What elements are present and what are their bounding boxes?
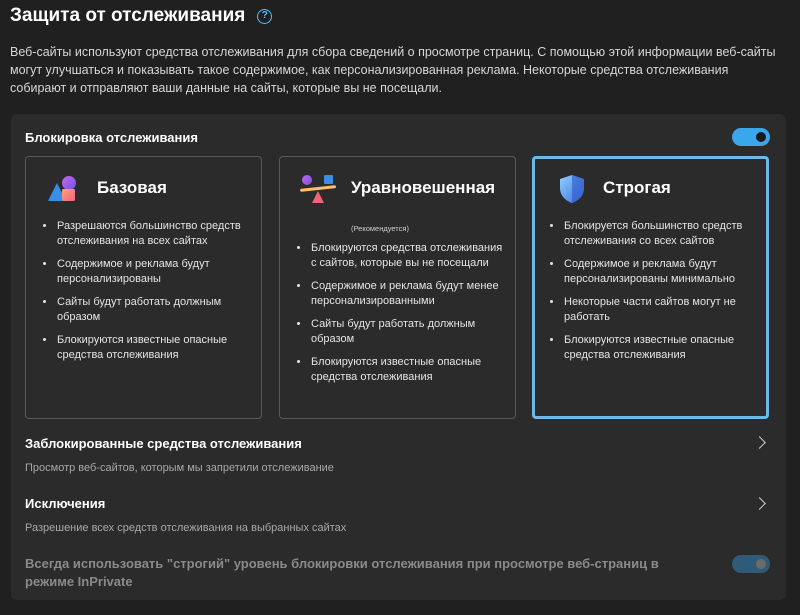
bullet-item: Содержимое и реклама будут менее персонализированными	[294, 279, 504, 309]
bullet-item: Сайты будут работать должным образом	[294, 317, 504, 347]
shapes-icon	[44, 173, 82, 203]
inprivate-strict-toggle[interactable]	[732, 555, 770, 573]
bullet-item: Блокируются известные опасные средства отслеживания	[547, 333, 757, 363]
chevron-right-icon[interactable]	[753, 436, 766, 449]
bullet-item: Блокируются известные опасные средства отслеживания	[294, 355, 504, 385]
level-bullets	[294, 241, 504, 393]
toggle-knob	[756, 559, 766, 569]
inprivate-strict-label: Всегда использовать "строгий" уровень блокировки отслеживания при просмотре веб-страниц в режиме InPrivate	[25, 556, 659, 589]
blocked-trackers-subtitle: Просмотр веб-сайтов, которым мы запретили отслеживание	[25, 462, 334, 474]
bullet-item: Некоторые части сайтов могут не работать	[547, 295, 757, 325]
bullet-item: Содержимое и реклама будут персонализированы минимально	[547, 257, 757, 287]
bullet-item: Блокируются средства отслеживания с сайтов, которые вы не посещали	[294, 241, 504, 271]
bullet-item: Разрешаются большинство средств отслеживания на всех сайтах	[40, 219, 250, 249]
level-title: Строгая	[603, 178, 671, 197]
tracking-settings-panel	[11, 114, 786, 600]
tracking-blocking-label: Блокировка отслеживания	[25, 130, 198, 145]
bullet-item: Содержимое и реклама будут персонализированы	[40, 257, 250, 287]
bullet-item: Сайты будут работать должным образом	[40, 295, 250, 325]
level-title: Базовая	[97, 178, 167, 197]
level-bullets	[40, 219, 250, 371]
toggle-knob	[756, 132, 766, 142]
chevron-right-icon[interactable]	[753, 497, 766, 510]
shield-icon	[557, 173, 587, 205]
intro-text: Веб-сайты используют средства отслеживания для сбора сведений о просмотре страниц. С помощью этой информации веб-сайты могут улучшаться и показывать такое содержимое, как персонализированная реклама. Некоторые средства отслеживания собирают и отправляют ваши данные на сайты, которые вы не посещали.	[10, 45, 776, 95]
level-card-basic[interactable]	[25, 156, 262, 419]
blocked-trackers-link[interactable]: Заблокированные средства отслеживания	[25, 436, 302, 451]
help-circle-icon[interactable]: ?	[257, 9, 272, 24]
bullet-item: Блокируются известные опасные средства отслеживания	[40, 333, 250, 363]
exceptions-subtitle: Разрешение всех средств отслеживания на выбранных сайтах	[25, 522, 347, 534]
page-title	[10, 5, 272, 27]
recommended-label: (Рекомендуется)	[351, 224, 409, 233]
balance-scale-icon	[298, 173, 338, 205]
level-title: Уравновешенная	[351, 178, 496, 197]
page-title-text: Защита от отслеживания	[10, 5, 246, 26]
level-card-strict[interactable]	[532, 156, 769, 419]
exceptions-link[interactable]: Исключения	[25, 496, 106, 511]
level-bullets	[547, 219, 757, 371]
level-card-balanced[interactable]	[279, 156, 516, 419]
tracking-blocking-toggle[interactable]	[732, 128, 770, 146]
bullet-item: Блокируется большинство средств отслеживания со всех сайтов	[547, 219, 757, 249]
